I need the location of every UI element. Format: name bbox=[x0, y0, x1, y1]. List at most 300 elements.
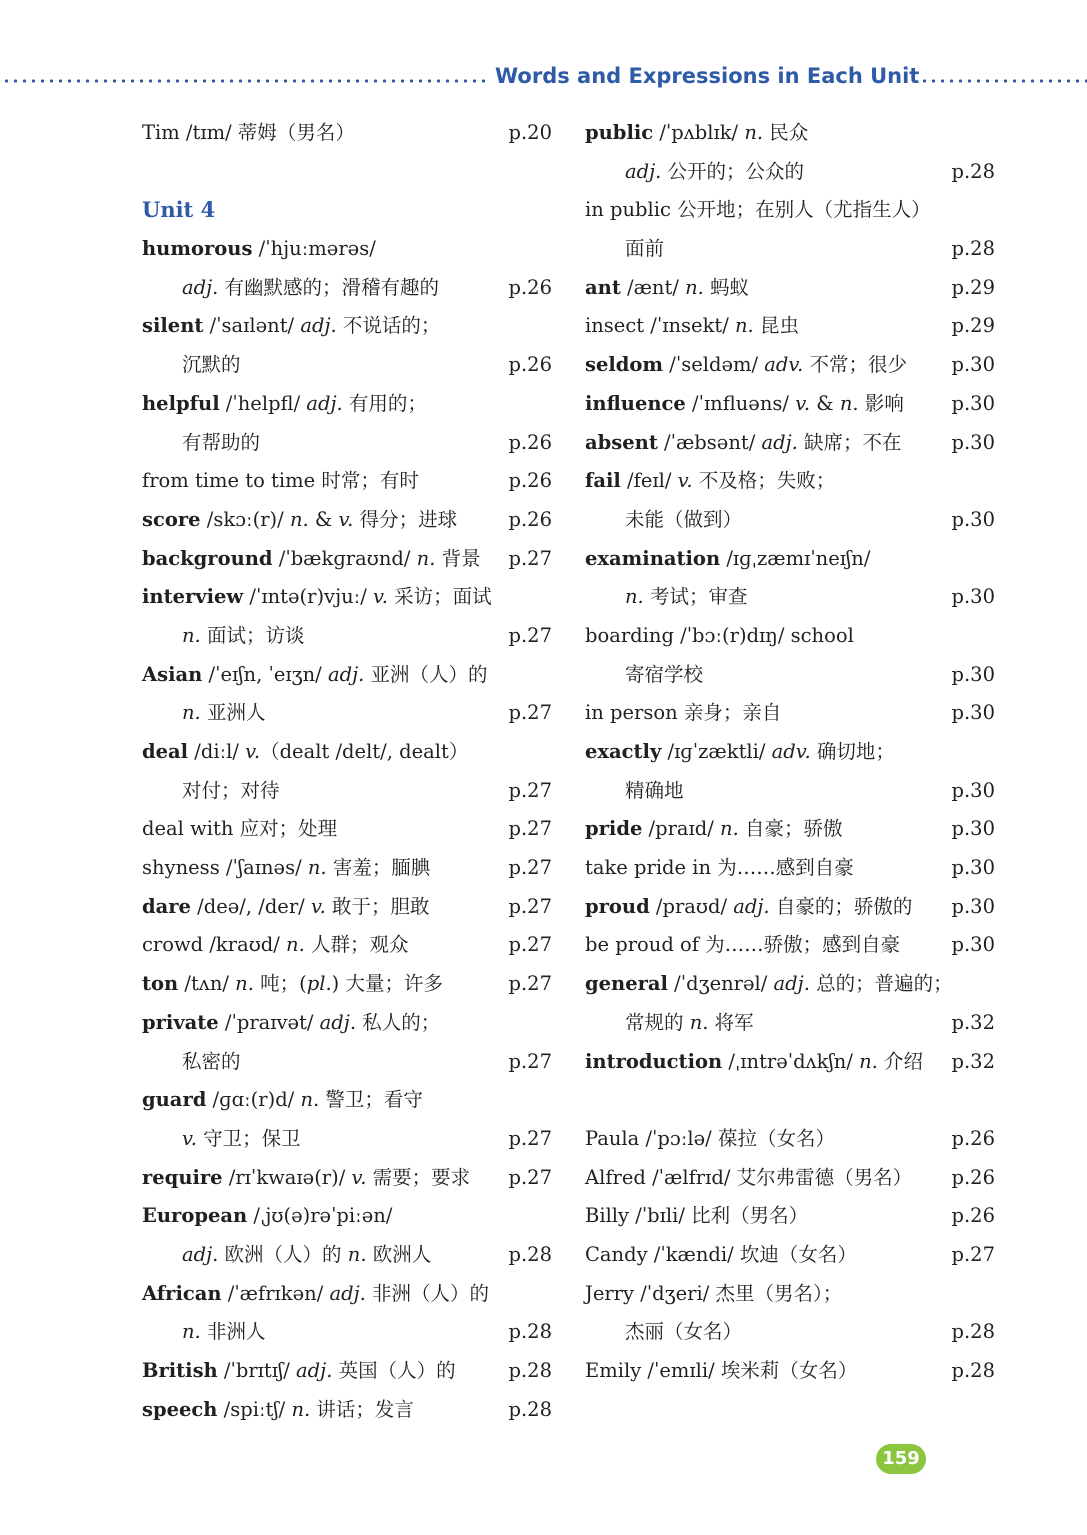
entry-continuation-line bbox=[142, 694, 552, 733]
entry-text bbox=[182, 424, 260, 463]
headword: exactly bbox=[585, 740, 662, 763]
entry-segment: 有用的； bbox=[342, 391, 427, 415]
page-reference: p.30 bbox=[951, 507, 995, 531]
glossary-entry-line bbox=[585, 191, 995, 230]
entry-segment: 沉默的 bbox=[182, 353, 241, 377]
headword: general bbox=[585, 972, 668, 996]
page-reference: p.27 bbox=[508, 1165, 552, 1189]
headword: helpful bbox=[142, 391, 220, 415]
entry-segment: /tɪm/ 蒂姆（男名） bbox=[179, 121, 355, 144]
entry-segment: /ˌɪntrəˈdʌkʃn/ bbox=[722, 1049, 860, 1073]
entry-segment: 面试；访谈 bbox=[200, 623, 305, 647]
entry-segment: 自豪的；骄傲的 bbox=[769, 894, 913, 918]
entry-text bbox=[625, 1004, 754, 1043]
entry-text bbox=[182, 617, 304, 656]
page-reference: p.30 bbox=[951, 817, 995, 841]
page-reference: p.26 bbox=[508, 430, 552, 454]
entry-segment: /ˈɪntə(r)vjuː/ bbox=[243, 585, 374, 609]
entry-text bbox=[142, 385, 427, 424]
entry-segment: /ɡɑː(r)d/ bbox=[206, 1088, 301, 1112]
entry-segment: /ˈæfrɪkən/ bbox=[221, 1281, 330, 1305]
headword: proud bbox=[585, 894, 650, 918]
entry-segment: /ˈpraɪvət/ bbox=[218, 1010, 320, 1034]
entry-text bbox=[142, 578, 492, 617]
glossary-entry-line bbox=[585, 926, 995, 965]
entry-text bbox=[585, 191, 931, 230]
headword: dare bbox=[142, 894, 191, 918]
entry-continuation-line bbox=[142, 617, 552, 656]
entry-text bbox=[142, 849, 430, 888]
headword: examination bbox=[585, 546, 721, 570]
entry-text bbox=[182, 1120, 301, 1159]
entry-text bbox=[585, 926, 900, 965]
entry-continuation-line bbox=[585, 501, 995, 540]
glossary-entry-line bbox=[585, 385, 995, 424]
entry-segment: 亚洲人 bbox=[200, 701, 266, 725]
glossary-entry-line bbox=[142, 849, 552, 888]
glossary-entry-line bbox=[142, 114, 552, 153]
entry-segment: /spiːtʃ/ bbox=[217, 1397, 292, 1421]
page-reference: p.30 bbox=[951, 662, 995, 686]
entry-text bbox=[625, 656, 703, 695]
blank-spacer bbox=[585, 1081, 995, 1120]
entry-text bbox=[585, 1197, 808, 1236]
entry-text bbox=[142, 888, 430, 927]
glossary-entry-line bbox=[142, 501, 552, 540]
entry-segment: /ˈbrɪtɪʃ/ bbox=[217, 1359, 297, 1382]
entry-segment: 蚂蚁 bbox=[703, 275, 750, 299]
entry-text bbox=[142, 1197, 392, 1236]
entry-segment: /ˈsaɪlənt/ bbox=[203, 314, 301, 338]
entry-segment: /diːl/ bbox=[188, 740, 246, 763]
glossary-entry-line bbox=[585, 1275, 995, 1314]
glossary-entry-line bbox=[585, 694, 995, 733]
glossary-entry-line bbox=[142, 656, 552, 695]
page-reference: p.28 bbox=[951, 1320, 995, 1344]
entry-continuation-line bbox=[585, 230, 995, 269]
part-of-speech: v. bbox=[795, 391, 811, 415]
entry-text bbox=[585, 269, 749, 308]
entry-continuation-line bbox=[142, 1120, 552, 1159]
entry-segment: Jerry /ˈdʒeri/ 杰里（男名）； bbox=[585, 1281, 843, 1305]
entry-segment: boarding /ˈbɔː(r)dɪŋ/ school bbox=[585, 623, 854, 647]
page-reference: p.30 bbox=[951, 430, 995, 454]
entry-text bbox=[585, 888, 912, 927]
entry-text bbox=[585, 1275, 842, 1314]
entry-segment: 英国（人）的 bbox=[332, 1359, 456, 1382]
entry-continuation-line bbox=[142, 346, 552, 385]
part-of-speech: n. bbox=[839, 391, 859, 415]
part-of-speech: adj. bbox=[329, 1281, 366, 1305]
part-of-speech: adj. bbox=[300, 314, 337, 338]
entry-text bbox=[625, 772, 684, 811]
entry-segment: /ˌjʊ(ə)rəˈpiːən/ bbox=[247, 1204, 393, 1228]
entry-text bbox=[585, 540, 870, 579]
entry-text bbox=[142, 540, 481, 579]
entry-segment: Tim bbox=[142, 121, 180, 144]
page-reference: p.28 bbox=[508, 1359, 552, 1382]
entry-continuation-line bbox=[585, 772, 995, 811]
entry-segment: 民众 bbox=[763, 121, 809, 144]
entry-segment: （dealt /delt/, dealt） bbox=[260, 740, 469, 763]
entry-segment: /ˈseldəm/ bbox=[663, 353, 765, 377]
glossary-entry-line bbox=[142, 307, 552, 346]
glossary-left-column bbox=[142, 114, 552, 1429]
entry-segment: 警卫；看守 bbox=[319, 1088, 423, 1112]
glossary-entry-line bbox=[585, 346, 995, 385]
part-of-speech: n. bbox=[289, 507, 309, 531]
entry-segment: & bbox=[308, 507, 339, 531]
page-reference: p.27 bbox=[508, 856, 552, 880]
entry-segment: 害羞；腼腆 bbox=[326, 856, 431, 880]
headword: humorous bbox=[142, 237, 253, 261]
entry-text bbox=[585, 810, 843, 849]
headword: introduction bbox=[585, 1049, 723, 1073]
glossary-entry-line bbox=[142, 1391, 552, 1430]
entry-segment: 自豪；骄傲 bbox=[738, 817, 843, 841]
part-of-speech: v. bbox=[338, 507, 354, 531]
part-of-speech: n. bbox=[689, 1010, 709, 1034]
entry-segment: deal with 应对；处理 bbox=[142, 817, 338, 841]
entry-continuation-line bbox=[585, 578, 995, 617]
entry-segment: 昆虫 bbox=[753, 314, 799, 338]
page-reference: p.28 bbox=[508, 1397, 552, 1421]
entry-text bbox=[142, 926, 409, 965]
glossary-entry-line bbox=[142, 1352, 552, 1391]
part-of-speech: adj. bbox=[761, 430, 798, 454]
headword: silent bbox=[142, 314, 204, 338]
glossary-entry-line bbox=[585, 1120, 995, 1159]
entry-segment: in person 亲身；亲自 bbox=[585, 701, 782, 725]
glossary-entry-line bbox=[585, 849, 995, 888]
glossary-entry-line bbox=[142, 578, 552, 617]
glossary-entry-line bbox=[142, 810, 552, 849]
glossary-entry-line bbox=[142, 1159, 552, 1198]
entry-segment: 非洲（人）的 bbox=[365, 1281, 490, 1305]
page-reference: p.28 bbox=[951, 1359, 995, 1382]
page-reference: p.27 bbox=[508, 1049, 552, 1073]
part-of-speech: n. bbox=[625, 585, 644, 609]
unit-heading bbox=[142, 191, 552, 230]
header-dotted-rule-right bbox=[920, 79, 1087, 83]
page-reference: p.26 bbox=[508, 275, 552, 299]
part-of-speech: adv. bbox=[771, 740, 811, 763]
entry-segment: /ˈhelpfl/ bbox=[219, 391, 307, 415]
entry-text bbox=[142, 462, 419, 501]
part-of-speech: n. bbox=[685, 275, 704, 299]
entry-segment: 对付；对待 bbox=[182, 778, 280, 802]
entry-segment: 考试；审查 bbox=[643, 585, 748, 609]
entry-segment: 有幽默感的；滑稽有趣的 bbox=[218, 275, 440, 299]
part-of-speech: adj. bbox=[306, 391, 343, 415]
running-header-title: Words and Expressions in Each Unit bbox=[495, 64, 920, 88]
entry-segment: 杰丽（女名） bbox=[625, 1320, 743, 1344]
entry-text bbox=[585, 1236, 857, 1275]
entry-text bbox=[585, 346, 907, 385]
entry-text bbox=[585, 462, 835, 501]
glossary-entry-line bbox=[142, 230, 552, 269]
entry-segment: 影响 bbox=[858, 391, 904, 415]
entry-segment: Candy /ˈkændi/ 坎迪（女名） bbox=[585, 1242, 857, 1266]
headword: interview bbox=[142, 585, 244, 609]
glossary-entry-line bbox=[142, 462, 552, 501]
page-reference: p.26 bbox=[508, 507, 552, 531]
headword: guard bbox=[142, 1088, 207, 1112]
headword: deal bbox=[142, 740, 189, 763]
glossary-entry-line bbox=[585, 462, 995, 501]
entry-text bbox=[142, 501, 457, 540]
glossary-entry-line bbox=[142, 965, 552, 1004]
entry-segment: 确切地； bbox=[810, 740, 895, 763]
part-of-speech: v. bbox=[677, 469, 693, 493]
entry-segment: /praɪd/ bbox=[642, 817, 721, 841]
entry-continuation-line bbox=[142, 1236, 552, 1275]
entry-segment: /feɪl/ bbox=[620, 469, 678, 493]
entry-text bbox=[142, 965, 443, 1004]
headword: private bbox=[142, 1010, 219, 1034]
entry-text bbox=[585, 1120, 835, 1159]
entry-segment: /ænt/ bbox=[620, 275, 686, 299]
glossary-entry-line bbox=[585, 1159, 995, 1198]
entry-continuation-line bbox=[142, 1043, 552, 1082]
entry-segment: 守卫；保卫 bbox=[196, 1126, 301, 1150]
glossary-entry-line bbox=[142, 385, 552, 424]
glossary-entry-line bbox=[142, 540, 552, 579]
part-of-speech: v. bbox=[310, 894, 326, 918]
page-reference: p.20 bbox=[508, 121, 552, 144]
entry-text bbox=[585, 694, 781, 733]
glossary-entry-line bbox=[142, 733, 552, 772]
entry-segment: 公开的；公众的 bbox=[661, 159, 805, 183]
glossary-entry-line bbox=[585, 1352, 995, 1391]
part-of-speech: adv. bbox=[764, 353, 804, 377]
entry-text bbox=[585, 849, 854, 888]
part-of-speech: n. bbox=[720, 817, 739, 841]
entry-segment: in public 公开地；在别人（尤指生人） bbox=[585, 198, 931, 222]
entry-text bbox=[182, 269, 439, 308]
entry-segment: /ɪɡˌzæmɪˈneɪʃn/ bbox=[720, 546, 871, 570]
glossary-entry-line bbox=[585, 965, 995, 1004]
entry-text bbox=[585, 965, 953, 1004]
glossary-entry-line bbox=[142, 1081, 552, 1120]
entry-segment: /ˈæbsənt/ bbox=[657, 430, 762, 454]
headword: Asian bbox=[142, 662, 203, 686]
entry-continuation-line bbox=[585, 153, 995, 192]
part-of-speech: v. bbox=[182, 1126, 197, 1150]
entry-text bbox=[585, 114, 808, 153]
glossary-entry-line bbox=[142, 1275, 552, 1314]
entry-text bbox=[142, 1159, 470, 1198]
page-reference: p.27 bbox=[508, 894, 552, 918]
entry-continuation-line bbox=[585, 1004, 995, 1043]
headword: ton bbox=[142, 972, 179, 996]
headword: seldom bbox=[585, 353, 664, 377]
entry-segment: insect /ˈɪnsekt/ bbox=[585, 314, 735, 338]
glossary-entry-line bbox=[585, 1197, 995, 1236]
unit-heading-text: Unit 4 bbox=[142, 197, 216, 223]
glossary-entry-line bbox=[585, 1043, 995, 1082]
entry-segment: crowd /kraʊd/ bbox=[142, 933, 287, 957]
page-reference: p.27 bbox=[951, 1242, 995, 1266]
entry-segment: 敢于；胆敢 bbox=[325, 894, 430, 918]
entry-text bbox=[585, 307, 799, 346]
part-of-speech: n. bbox=[347, 1242, 367, 1266]
entry-segment: 背景 bbox=[435, 546, 481, 570]
entry-text bbox=[585, 1159, 912, 1198]
entry-text bbox=[625, 501, 742, 540]
page-reference: p.26 bbox=[508, 469, 552, 493]
entry-segment: 常规的 bbox=[625, 1010, 690, 1034]
entry-segment: 欧洲（人）的 bbox=[218, 1242, 348, 1266]
page-reference: p.27 bbox=[508, 933, 552, 957]
header-dotted-rule-left bbox=[2, 79, 490, 83]
page-reference: p.30 bbox=[951, 778, 995, 802]
page-reference: p.30 bbox=[951, 856, 995, 880]
entry-text bbox=[625, 153, 804, 192]
page-reference: p.30 bbox=[951, 391, 995, 415]
entry-segment: 介绍 bbox=[877, 1049, 924, 1073]
entry-segment: 未能（做到） bbox=[625, 507, 743, 531]
page-reference: p.30 bbox=[951, 353, 995, 377]
entry-segment: 人群；观众 bbox=[304, 933, 409, 957]
entry-segment: take pride in 为……感到自豪 bbox=[585, 856, 854, 880]
page-reference: p.30 bbox=[951, 894, 995, 918]
entry-segment: 非洲人 bbox=[200, 1320, 266, 1344]
entry-text bbox=[585, 733, 895, 772]
page-reference: p.28 bbox=[951, 237, 995, 261]
glossary-entry-line bbox=[142, 1197, 552, 1236]
glossary-entry-line bbox=[585, 269, 995, 308]
entry-segment: /deə/, /der/ bbox=[190, 894, 311, 918]
headword: British bbox=[142, 1359, 218, 1382]
entry-segment: 总的；普遍的； bbox=[809, 972, 953, 996]
entry-continuation-line bbox=[142, 269, 552, 308]
page-reference: p.26 bbox=[951, 1165, 995, 1189]
page-reference: p.29 bbox=[951, 275, 995, 299]
entry-segment: be proud of 为……骄傲；感到自豪 bbox=[585, 933, 901, 957]
part-of-speech: n. bbox=[235, 972, 254, 996]
entry-segment: 不常；很少 bbox=[803, 353, 907, 377]
glossary-entry-line bbox=[142, 888, 552, 927]
entry-text bbox=[625, 1313, 742, 1352]
page-reference: p.30 bbox=[951, 585, 995, 609]
entry-text bbox=[142, 230, 376, 269]
part-of-speech: n. bbox=[307, 856, 327, 880]
headword: public bbox=[585, 121, 654, 144]
headword: score bbox=[142, 507, 201, 531]
glossary-entry-line bbox=[585, 810, 995, 849]
entry-text bbox=[142, 1004, 440, 1043]
headword: influence bbox=[585, 391, 686, 415]
glossary-entry-line bbox=[142, 1004, 552, 1043]
page-reference: p.32 bbox=[951, 1049, 995, 1073]
page-reference: p.27 bbox=[508, 778, 552, 802]
entry-text bbox=[182, 1043, 241, 1082]
page-reference: p.27 bbox=[508, 546, 552, 570]
entry-text bbox=[182, 346, 241, 385]
entry-segment: 得分；进球 bbox=[353, 507, 458, 531]
entry-segment: /skɔː(r)/ bbox=[200, 507, 290, 531]
entry-segment: & bbox=[810, 391, 840, 415]
part-of-speech: n. bbox=[744, 121, 764, 144]
entry-segment: shyness /ˈʃaɪnəs/ bbox=[142, 856, 308, 880]
entry-segment: /praʊd/ bbox=[649, 894, 734, 918]
part-of-speech: adj. bbox=[182, 275, 219, 299]
entry-text bbox=[182, 1236, 431, 1275]
entry-segment: 吨；( bbox=[253, 972, 307, 996]
glossary-entry-line bbox=[585, 733, 995, 772]
part-of-speech: n. bbox=[286, 933, 305, 957]
page-reference: p.28 bbox=[508, 1242, 552, 1266]
headword: speech bbox=[142, 1397, 218, 1421]
part-of-speech: n. bbox=[735, 314, 754, 338]
entry-text bbox=[142, 810, 337, 849]
entry-segment: /ˈbækɡraʊnd/ bbox=[272, 546, 417, 570]
entry-segment: Billy /ˈbɪli/ 比利（男名） bbox=[585, 1204, 809, 1228]
entry-text bbox=[585, 385, 904, 424]
entry-text bbox=[182, 694, 265, 733]
page-reference: p.32 bbox=[951, 1010, 995, 1034]
part-of-speech: n. bbox=[182, 1320, 201, 1344]
part-of-speech: adj. bbox=[773, 972, 810, 996]
headword: require bbox=[142, 1165, 223, 1189]
entry-segment: /tʌn/ bbox=[178, 972, 236, 996]
entry-segment: 不及格；失败； bbox=[692, 469, 836, 493]
entry-segment: 有帮助的 bbox=[182, 430, 261, 454]
entry-segment: 讲话；发言 bbox=[310, 1397, 414, 1421]
page-reference: p.28 bbox=[951, 159, 995, 183]
entry-segment: 将军 bbox=[708, 1010, 754, 1034]
glossary-entry-line bbox=[585, 617, 995, 656]
headword: African bbox=[142, 1281, 222, 1305]
part-of-speech: v. bbox=[351, 1165, 367, 1189]
glossary-entry-line bbox=[585, 114, 995, 153]
entry-text bbox=[585, 1043, 923, 1082]
entry-segment: 采访；面试 bbox=[387, 585, 492, 609]
part-of-speech: adj. bbox=[625, 159, 662, 183]
entry-text bbox=[142, 656, 488, 695]
entry-segment: from time to time 时常；有时 bbox=[142, 469, 419, 493]
page-number-badge: 159 bbox=[876, 1444, 926, 1474]
blank-spacer bbox=[142, 153, 552, 192]
entry-text bbox=[182, 772, 280, 811]
part-of-speech: n. bbox=[859, 1049, 878, 1073]
entry-segment: /ˈdʒenrəl/ bbox=[667, 972, 774, 996]
glossary-entry-line bbox=[585, 888, 995, 927]
entry-segment: 不说话的； bbox=[336, 314, 441, 338]
entry-text bbox=[625, 230, 664, 269]
page-reference: p.27 bbox=[508, 623, 552, 647]
page-reference: p.26 bbox=[508, 353, 552, 377]
part-of-speech: n. bbox=[182, 701, 201, 725]
entry-segment: 私人的； bbox=[356, 1010, 441, 1034]
part-of-speech: adj. bbox=[182, 1242, 219, 1266]
page-reference: p.30 bbox=[951, 701, 995, 725]
glossary-entry-line bbox=[585, 424, 995, 463]
entry-segment: 需要；要求 bbox=[366, 1165, 471, 1189]
page-reference: p.27 bbox=[508, 817, 552, 841]
entry-segment: /ˈeɪʃn, ˈeɪʒn/ bbox=[202, 662, 328, 686]
entry-segment: 面前 bbox=[625, 237, 665, 261]
page-reference: p.28 bbox=[508, 1320, 552, 1344]
entry-text bbox=[585, 424, 902, 463]
entry-segment: 缺席；不在 bbox=[797, 430, 902, 454]
entry-segment: /ˈɪnfluəns/ bbox=[685, 391, 796, 415]
page-reference: p.26 bbox=[951, 1126, 995, 1150]
entry-continuation-line bbox=[585, 1313, 995, 1352]
part-of-speech: adj. bbox=[296, 1359, 333, 1382]
entry-segment: Paula /ˈpɔːlə/ 葆拉（女名） bbox=[585, 1126, 835, 1150]
